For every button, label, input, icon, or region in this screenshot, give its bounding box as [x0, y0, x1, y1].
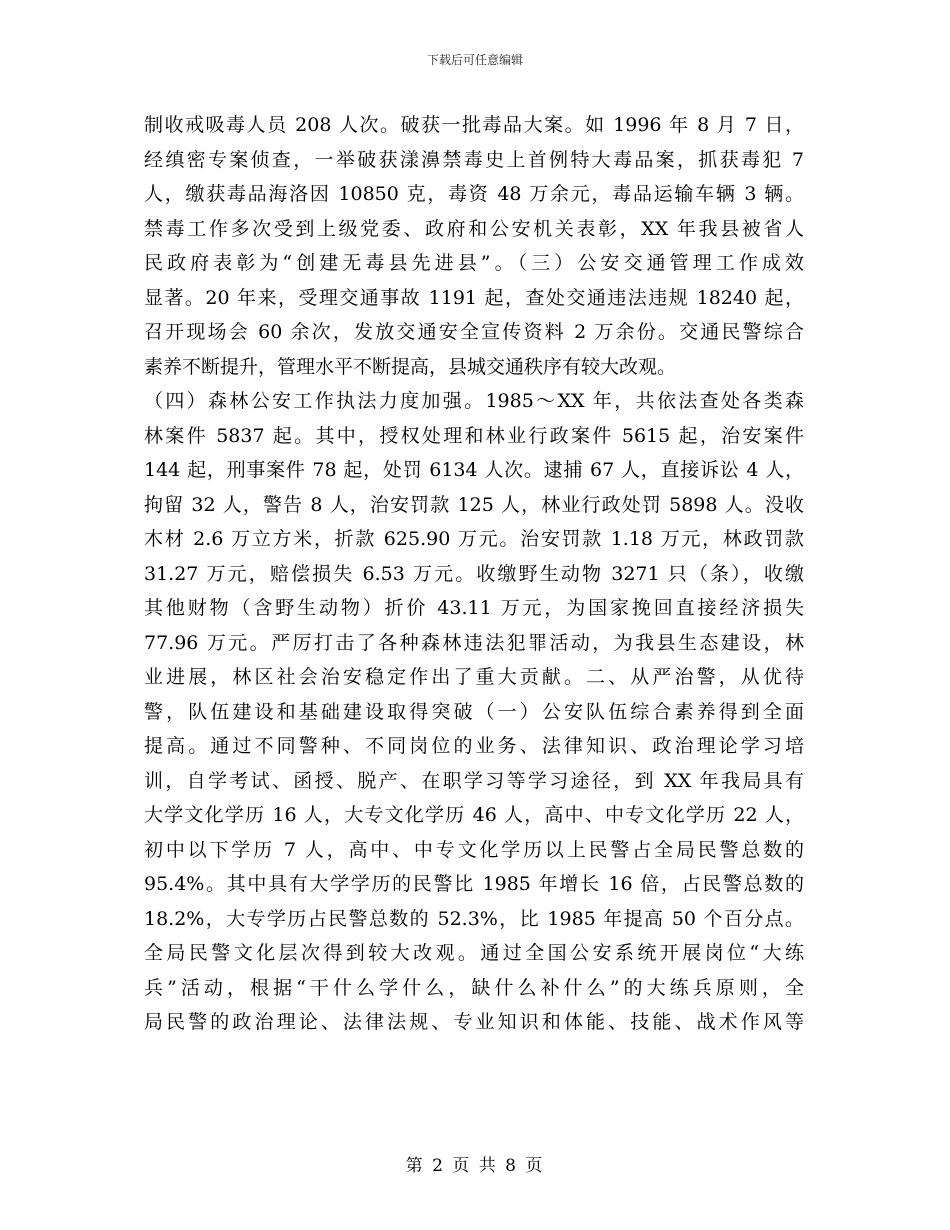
body-line: 显著。20 年来，受理交通事故 1191 起，查处交通违法违规 18240 起，	[144, 286, 804, 309]
body-line: 77.96 万元。严厉打击了各种森林违法犯罪活动，为我县生态建设，林	[144, 631, 804, 654]
body-line: 警，队伍建设和基础建设取得突破（一）公安队伍综合素养得到全面	[144, 700, 804, 723]
body-line: 训，自学考试、函授、脱产、在职学习等学习途径，到 XX 年我局具有	[144, 769, 804, 792]
body-line: 制收戒吸毒人员 208 人次。破获一批毒品大案。如 1996 年 8 月 7 日，	[144, 114, 804, 136]
body-line: 初中以下学历 7 人，高中、中专文化学历以上民警占全局民警总数的	[144, 838, 804, 861]
body-line: 95.4%。其中具有大学学历的民警比 1985 年增长 16 倍，占民警总数的	[144, 873, 804, 895]
body-line: 提高。通过不同警种、不同岗位的业务、法律知识、政治理论学习培	[144, 735, 804, 757]
body-line: 全局民警文化层次得到较大改观。通过全国公安系统开展岗位“大练	[144, 942, 804, 964]
body-line: 业进展，林区社会治安稳定作出了重大贡献。二、从严治警，从优待	[144, 666, 804, 688]
body-line: 禁毒工作多次受到上级党委、政府和公安机关表彰，XX 年我县被省人	[144, 217, 804, 240]
body-line: （四）森林公安工作执法力度加强。1985～XX 年，共依法查处各类森	[144, 390, 804, 412]
body-line: 大学文化学历 16 人，大专文化学历 46 人，高中、中专文化学历 22 人，	[144, 804, 804, 826]
body-line: 兵”活动，根据“干什么学什么，缺什么补什么”的大练兵原则，全	[144, 976, 804, 999]
body-line: 局民警的政治理论、法律法规、专业知识和体能、技能、战术作风等	[144, 1011, 804, 1033]
body-line: 其他财物（含野生动物）折价 43.11 万元，为国家挽回直接经济损失	[144, 597, 804, 619]
body-line: 召开现场会 60 余次，发放交通安全宣传资料 2 万余份。交通民警综合	[144, 321, 804, 343]
body-line: 18.2%，大专学历占民警总数的 52.3%，比 1985 年提高 50 个百分点。	[144, 907, 804, 930]
page-header: 下载后可任意编辑	[426, 53, 523, 67]
body-line: 木材 2.6 万立方米，折款 625.90 万元。治安罚款 1.18 万元，林政罚款	[144, 528, 804, 550]
body-line: 拘留 32 人，警告 8 人，治安罚款 125 人，林业行政处罚 5898 人。没收	[144, 493, 804, 516]
body-line: 144 起，刑事案件 78 起，处罚 6134 人次。逮捕 67 人，直接诉讼 4 人，	[144, 459, 804, 481]
body-line: 31.27 万元，赔偿损失 6.53 万元。收缴野生动物 3271 只（条），收缴	[144, 562, 804, 585]
document-body	[144, 108, 804, 1040]
body-line: 人，缴获毒品海洛因 10850 克，毒资 48 万余元，毒品运输车辆 3 辆。	[144, 183, 804, 205]
body-line: 经缜密专案侦查，一举破获漾濞禁毒史上首例特大毒品案，抓获毒犯 7	[144, 148, 804, 171]
body-line: 素养不断提升，管理水平不断提高，县城交通秩序有较大改观。	[144, 355, 677, 378]
page-number: 第 2 页 共 8 页	[405, 1156, 545, 1176]
body-line: 林案件 5837 起。其中，授权处理和林业行政案件 5615 起，治安案件	[144, 424, 804, 447]
body-line: 民政府表彰为“创建无毒县先进县”。（三）公安交通管理工作成效	[144, 252, 804, 274]
